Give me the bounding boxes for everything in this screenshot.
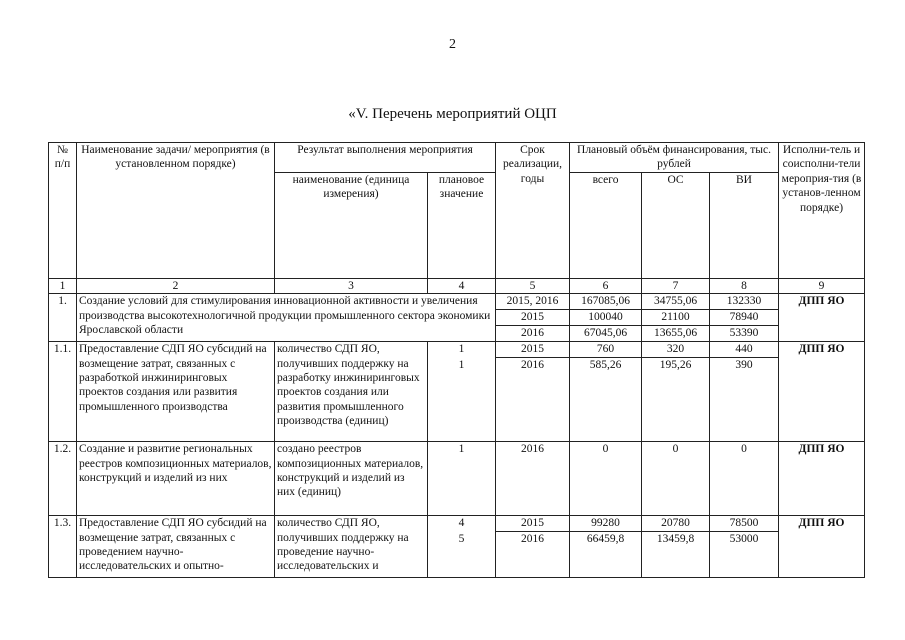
row-value: 1 (428, 342, 496, 358)
row-vi: 132330 (710, 294, 779, 310)
row-total: 67045,06 (570, 326, 642, 342)
row-os: 13459,8 (642, 532, 710, 578)
page-number: 2 (449, 37, 456, 52)
row-executor: ДПП ЯО (779, 294, 865, 342)
row-vi: 390 (710, 358, 779, 442)
header-term: Срок реализации, годы (496, 143, 570, 279)
row-term: 2015 (496, 310, 570, 326)
row-os: 195,26 (642, 358, 710, 442)
col-number: 5 (496, 278, 570, 293)
row-name: Предоставление СДП ЯО субсидий на возмещение затрат, связанных с разработкой инжиниринговых проектов создания или развития промышленного производства (77, 342, 275, 442)
col-number: 8 (710, 278, 779, 293)
row-executor: ДПП ЯО (779, 516, 865, 578)
table-row (49, 442, 865, 516)
row-vi: 440 (710, 342, 779, 358)
row-os: 320 (642, 342, 710, 358)
row-total: 760 (570, 342, 642, 358)
row-num: 1.2. (49, 442, 77, 516)
row-num: 1.1. (49, 342, 77, 442)
table-row (49, 516, 865, 532)
header-result: Результат выполнения мероприятия (275, 143, 496, 173)
row-os: 34755,06 (642, 294, 710, 310)
header-row (49, 143, 865, 173)
table-row (49, 342, 865, 358)
row-value: 1 (428, 358, 496, 442)
header-fin-vi: ВИ (710, 172, 779, 278)
row-name: Создание и развитие региональных реестров композиционных материалов, конструкций и изделий из них (77, 442, 275, 516)
row-executor: ДПП ЯО (779, 342, 865, 442)
col-number: 6 (570, 278, 642, 293)
header-fin-total: всего (570, 172, 642, 278)
row-total: 167085,06 (570, 294, 642, 310)
row-term: 2015, 2016 (496, 294, 570, 310)
row-name: Создание условий для стимулирования инновационной активности и увеличения производства высокотехнологичной продукции промышленного сектора экономики Ярославской области (77, 294, 496, 342)
measures-table (48, 142, 865, 578)
col-number: 3 (275, 278, 428, 293)
row-name: Предоставление СДП ЯО субсидий на возмещение затрат, связанных с проведением научно-исследовательских и опытно- (77, 516, 275, 578)
row-term: 2015 (496, 516, 570, 532)
col-number: 1 (49, 278, 77, 293)
row-os: 20780 (642, 516, 710, 532)
row-vi: 53390 (710, 326, 779, 342)
row-result: количество СДП ЯО, получивших поддержку на проведение научно-исследовательских и (275, 516, 428, 578)
row-term: 2016 (496, 442, 570, 516)
row-total: 99280 (570, 516, 642, 532)
row-total: 66459,8 (570, 532, 642, 578)
column-number-row (49, 278, 865, 293)
row-vi: 78500 (710, 516, 779, 532)
header-num: № п/п (49, 143, 77, 279)
row-vi: 78940 (710, 310, 779, 326)
row-os: 13655,06 (642, 326, 710, 342)
row-term: 2015 (496, 342, 570, 358)
row-vi: 53000 (710, 532, 779, 578)
row-value: 1 (428, 442, 496, 516)
row-vi: 0 (710, 442, 779, 516)
row-value: 5 (428, 532, 496, 578)
row-result: количество СДП ЯО, получивших поддержку на разработку инжиниринговых проектов создания или развития промышленного производства (единиц) (275, 342, 428, 442)
table-row (49, 294, 865, 310)
col-number: 2 (77, 278, 275, 293)
header-fin-os: ОС (642, 172, 710, 278)
header-finance: Плановый объём финансирования, тыс. рублей (570, 143, 779, 173)
row-os: 21100 (642, 310, 710, 326)
row-total: 0 (570, 442, 642, 516)
row-term: 2016 (496, 532, 570, 578)
col-number: 9 (779, 278, 865, 293)
header-result-name: наименование (единица измерения) (275, 172, 428, 278)
row-num: 1. (49, 294, 77, 342)
col-number: 4 (428, 278, 496, 293)
row-value: 4 (428, 516, 496, 532)
row-os: 0 (642, 442, 710, 516)
row-result: создано реестров композиционных материалов, конструкций и изделий из них (единиц) (275, 442, 428, 516)
col-number: 7 (642, 278, 710, 293)
header-result-value: плановое значение (428, 172, 496, 278)
row-total: 585,26 (570, 358, 642, 442)
row-total: 100040 (570, 310, 642, 326)
row-num: 1.3. (49, 516, 77, 578)
row-term: 2016 (496, 358, 570, 442)
header-name: Наименование задачи/ мероприятия (в установленном порядке) (77, 143, 275, 279)
document-title: «V. Перечень мероприятий ОЦП (348, 106, 557, 122)
row-term: 2016 (496, 326, 570, 342)
row-executor: ДПП ЯО (779, 442, 865, 516)
header-executor: Исполни-тель и соисполни-тели мероприя-тия (в установ-ленном порядке) (779, 143, 865, 279)
